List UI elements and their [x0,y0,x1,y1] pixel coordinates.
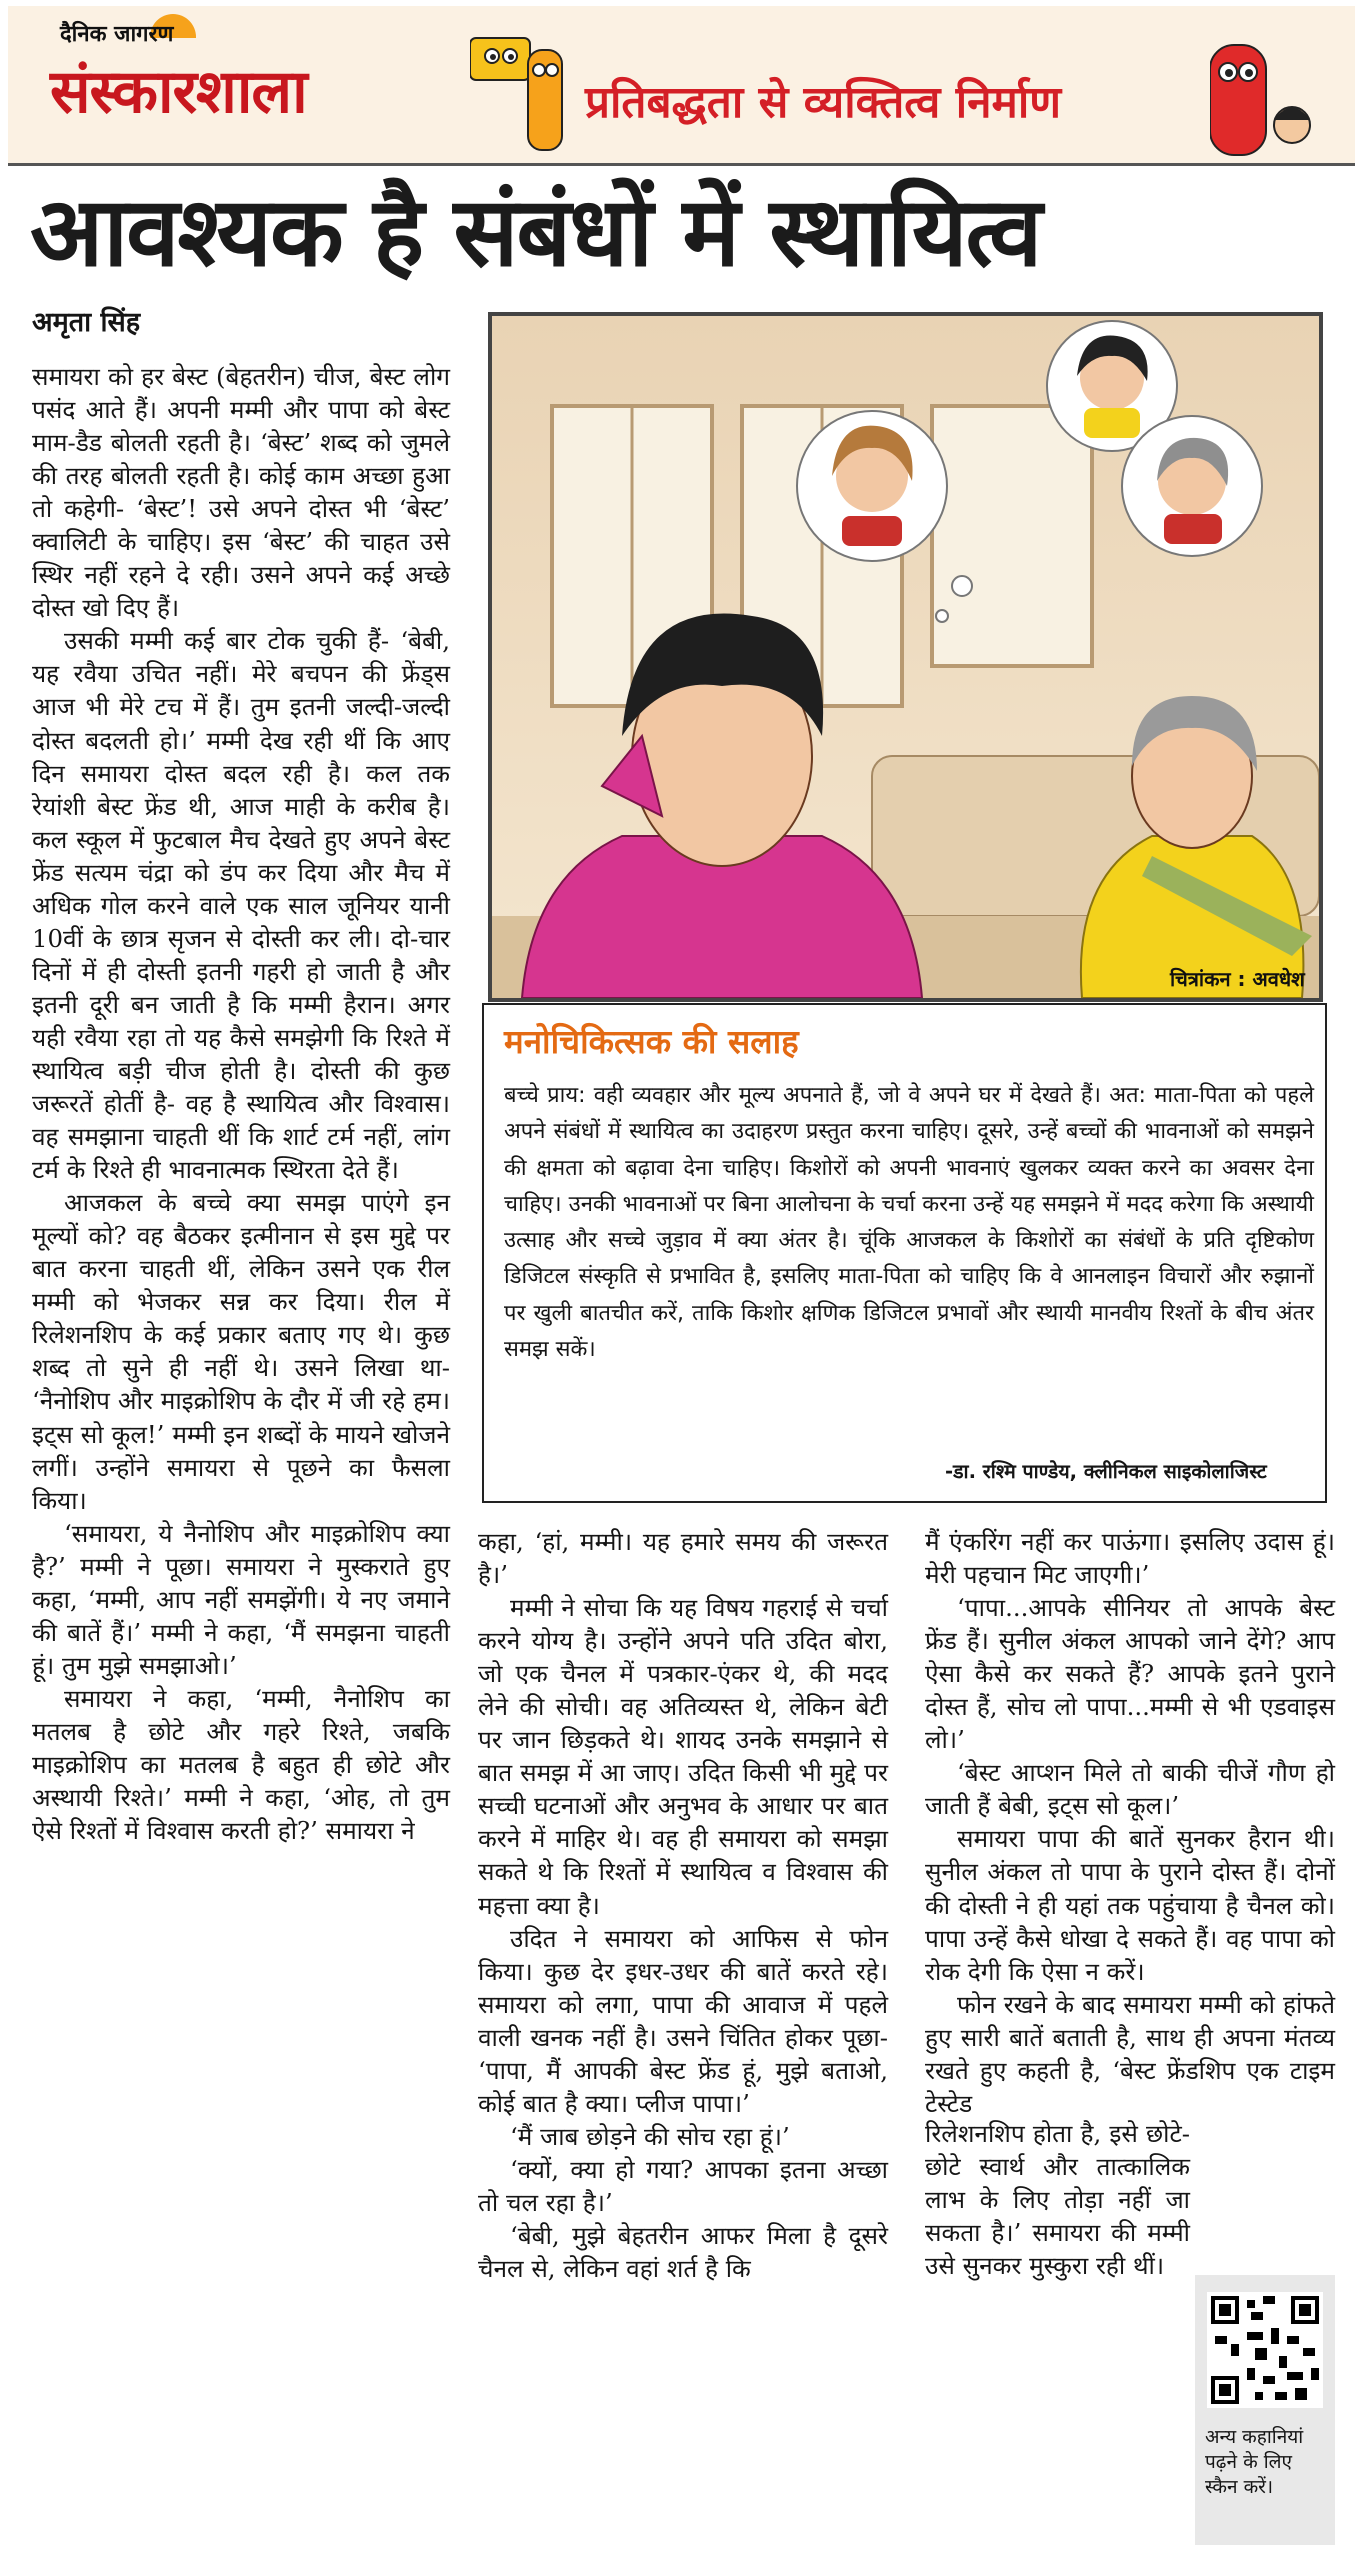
story-illustration [488,312,1323,1002]
paragraph: ‘पापा...आपके सीनियर तो आपके बेस्ट फ्रेंड हैं। सुनील अंकल आपको जाने देंगे? आप ऐसा कैसे कर सकते हैं? आपके इतने पुराने दोस्त हैं, सोच लो पापा...मम्मी से भी एडवाइस लो।’ [925,1593,1335,1755]
paragraph: फोन रखने के बाद समायरा मम्मी को हांफते हुए सारी बातें बताती है, साथ ही अपना मंतव्य रखते हुए कहती है, ‘बेस्ट फ्रेंडशिप एक टाइम टेस्टेड [925,1989,1335,2118]
qr-caption: अन्य कहानियां पढ़ने के लिए स्कैन करें। [1205,2426,1304,2498]
paragraph: रिलेशनशिप होता है, इसे छोटे-छोटे स्वार्थ और तात्कालिक लाभ के लिए तोड़ा नहीं जा सकता है।’ समायरा की मम्मी उसे सुनकर मुस्कुरा रही थीं। [925,2119,1190,2281]
mascot-right-icon [1210,40,1320,160]
article-column-middle [478,1525,888,2285]
paragraph: समायरा पापा की बातें सुनकर हैरान थी। सुनील अंकल तो पापा के पुराने दोस्त हैं। दोनों की दोस्ती ने ही यहां तक पहुंचाया है चैनल को। पापा उन्हें कैसे धोखा दे सकते हैं। वह पापा को रोक देगी कि ऐसा न करें। [925,1824,1335,1986]
paragraph: समायरा को हर बेस्ट (बेहतरीन) चीज, बेस्ट लोग पसंद आते हैं। अपनी मम्मी और पापा को बेस्ट माम-डैड बोलती रहती है। ‘बेस्ट’ शब्द को जुमले की तरह बोलती रहती है। कोई काम अच्छा हुआ तो कहेगी- ‘बेस्ट’! उसे अपने दोस्त भी ‘बेस्ट’ क्वालिटी के चाहिए। इस ‘बेस्ट’ की चाहत उसे स्थिर नहीं रहने दे रही। उसने अपने कई अच्छे दोस्त खो दिए हैं। [32,362,450,623]
brand-small-text: दैनिक जागरण [60,22,174,47]
article-column-right-end [925,2117,1190,2282]
illustration-graphic [492,316,1319,998]
advice-title: मनोचिकित्सक की सलाह [504,1022,799,1061]
paragraph: ‘समायरा, ये नैनोशिप और माइक्रोशिप क्या है?’ मम्मी ने पूछा। समायरा ने मुस्कराते हुए कहा, ‘मम्मी, आप नहीं समझेंगी। ये नए जमाने की बातें हैं।’ मम्मी ने कहा, ‘मैं समझना चाहती हूं। तुम मुझे समझाओ।’ [32,1518,450,1680]
paragraph: समायरा ने कहा, ‘मम्मी, नैनोशिप का मतलब है छोटे और गहरे रिश्ते, जबकि माइक्रोशिप का मतलब है बहुत ही छोटे और अस्थायी रिश्ते।’ मम्मी ने कहा, ‘ओह, तो तुम ऐसे रिश्तों में विश्वास करती हो?’ समायरा ने [32,1683,450,1846]
article-column-left [32,360,450,1847]
illustration-credit: चित्रांकन : अवधेश [1170,967,1305,991]
paragraph: ‘मैं जाब छोड़ने की सोच रहा हूं।’ [510,2121,790,2151]
mascot-left-icon [470,30,580,155]
author-byline: अमृता सिंह [32,307,141,338]
advice-text: बच्चे प्राय: वही व्यवहार और मूल्य अपनाते हैं, जो वे अपने घर में देखते हैं। अत: माता-पिता को पहले अपने संबंधों में स्थायित्व का उदाहरण प्रस्तुत करना चाहिए। दूसरे, उन्हें बच्चों की भावनाओं को समझने की क्षमता को बढ़ावा देना चाहिए। किशोरों को अपनी भावनाएं खुलकर व्यक्त करने का अवसर देना चाहिए। उनकी भावनाओं पर बिना आलोचना के चर्चा करना उन्हें यह समझने में मदद करेगा कि अस्थायी उत्साह और सच्चे जुड़ाव में क्या अंतर है। चूंकि आजकल के किशोरों का संबंधों के प्रति दृष्टिकोण डिजिटल संस्कृति से प्रभावित है, इसलिए माता-पिता को चाहिए कि वे आनलाइन विचारों और रुझानों पर खुली बातचीत करें, ताकि किशोर क्षणिक डिजिटल प्रभावों और स्थायी मानवीय रिश्तों के बीच अंतर समझ सकें। [504,1083,1314,1363]
paragraph: मम्मी ने सोचा कि यह विषय गहराई से चर्चा करने योग्य है। उन्होंने अपने पति उदित बोरा, जो एक चैनल में पत्रकार-एंकर थे, की मदद लेने की सोची। वह अतिव्यस्त थे, लेकिन बेटी पर जान छिड़कते थे। शायद उनके समझाने से बात समझ में आ जाए। उदित किसी भी मुद्दे पर सच्ची घटनाओं और अनुभव के आधार पर बात करने में माहिर थे। वह ही समायरा को समझा सकते थे कि रिश्तों में स्थायित्व व विश्वास की महत्ता क्या है। [478,1593,888,1920]
paragraph: मैं एंकरिंग नहीं कर पाऊंगा। इसलिए उदास हूं। मेरी पहचान मिट जाएगी।’ [925,1527,1335,1590]
paragraph: ‘बेस्ट आप्शन मिले तो बाकी चीजें गौण हो जाती हैं बेबी, इट्स सो कूल।’ [925,1758,1335,1821]
qr-code-icon[interactable] [1207,2292,1323,2408]
paragraph: उसकी मम्मी कई बार टोक चुकी हैं- ‘बेबी, यह रवैया उचित नहीं। मेरे बचपन की फ्रेंड्स आज भी मेरे टच में हैं। तुम इतनी जल्दी-जल्दी दोस्त बदलती हो।’ मम्मी देख रही थीं कि आए दिन समायरा दोस्त बदल रही है। कल तक रेयांशी बेस्ट फ्रेंड थी, आज माही के करीब है। कल स्कूल में फुटबाल मैच देखते हुए अपने बेस्ट फ्रेंड सत्यम चंद्रा को डंप कर दिया और मैच में अधिक गोल करने वाले एक साल जूनियर यानी 10वीं के छात्र सृजन से दोस्ती कर ली। दो-चार दिनों में ही दोस्ती इतनी गहरी हो जाती है और इतनी दूरी बन जाती है कि मम्मी हैरान। अगर यही रवैया रहा तो यह कैसे समझेगी कि रिश्ते में स्थायित्व बड़ी चीज होती है। दोस्ती की कुछ जरूरतें होतीं है- वह है स्थायित्व और विश्वास। वह समझाना चाहती थीं कि शार्ट टर्म नहीं, लांग टर्म के रिश्ते ही भावनात्मक स्थिरता देते हैं। [32,626,450,1185]
advice-signature: -डा. रश्मि पाण्डेय, क्लीनिकल साइकोलाजिस्ट [945,1460,1267,1483]
paragraph: ‘क्यों, क्या हो गया? आपका इतना अच्छा तो चल रहा है।’ [478,2154,888,2217]
article-headline: आवश्यक है संबंधों में स्थायित्व [30,176,1041,288]
paragraph: ‘बेबी, मुझे बेहतरीन आफर मिला है दूसरे चैनल से, लेकिन वहां शर्त है कि [478,2220,888,2284]
article-column-right [925,1525,1335,2120]
paragraph: उदित ने समायरा को आफिस से फोन किया। कुछ देर इधर-उधर की बातें करते रहे। समायरा को लगा, पापा की आवाज में पहले वाली खनक नहीं है। उसने चिंतित होकर पूछा- ‘पापा, मैं आपकी बेस्ट फ्रेंड हूं, मुझे बताओ, कोई बात है क्या। प्लीज पापा।’ [478,1923,888,2118]
tagline: प्रतिबद्धता से व्यक्तित्व निर्माण [585,77,1062,128]
paragraph: कहा, ‘हां, मम्मी। यह हमारे समय की जरूरत है।’ [478,1527,888,1590]
paragraph: आजकल के बच्चे क्या समझ पाएंगे इन मूल्यों को? वह बैठकर इत्मीनान से इस मुद्दे पर बात करना चाहती थीं, लेकिन उसने एक रील मम्मी को भेजकर सन्न कर दिया। रील में रिलेशनशिप के कई प्रकार बताए गए थे। कुछ शब्द तो सुने ही नहीं थे। उसने लिखा था- ‘नैनोशिप और माइक्रोशिप के दौर में जी रहे हम। इट्स सो कूल!’ मम्मी इन शब्दों के मायने खोजने लगीं। उन्होंने समायरा से पूछने का फैसला किया। [32,1188,450,1515]
brand-logo: संस्कारशाला [50,57,307,127]
